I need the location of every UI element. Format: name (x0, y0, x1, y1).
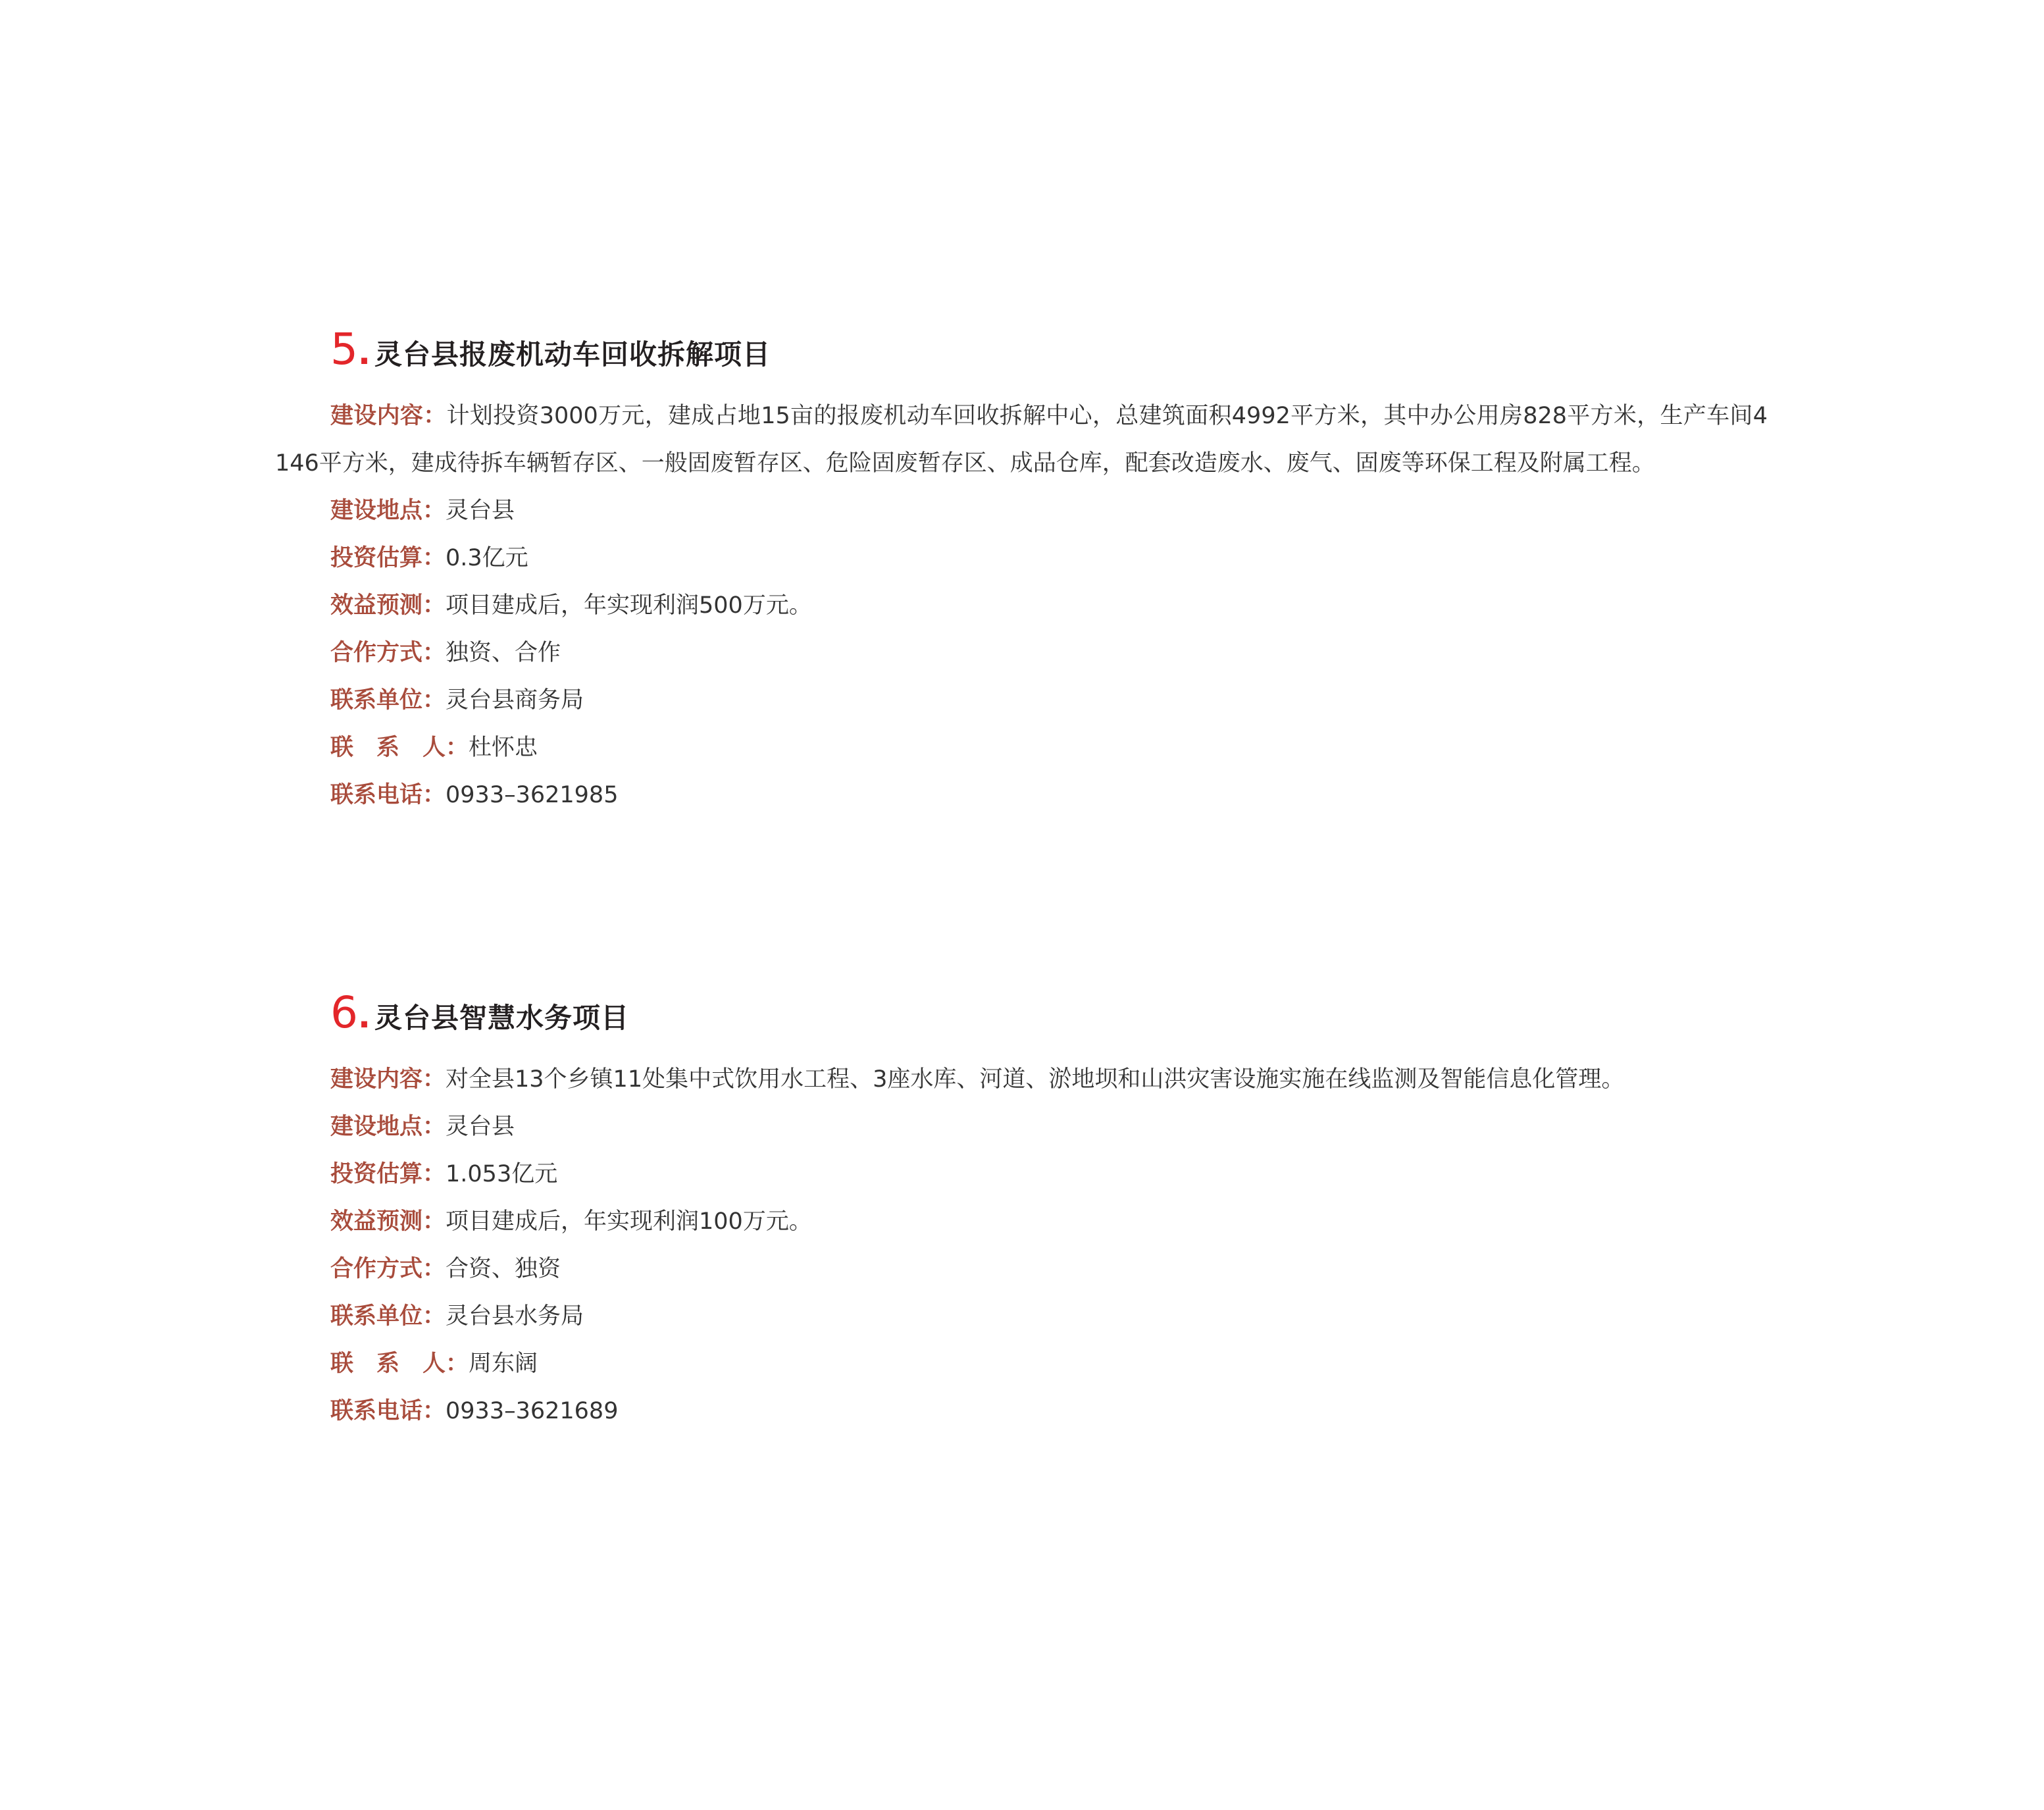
field-value: 杜怀忠 (469, 735, 538, 761)
field-value: 计划投资3000万元，建成占地15亩的报废机动车回收拆解中心，总建筑面积4992平方米，其中办公用房828平方米，生产车间4146平方米，建成待拆车辆暂存区、一般固废暂存区、危险固废暂存区、成品仓库，配套改造废水、废气、固废等环保工程及附属工程。 (275, 403, 1768, 477)
field-value: 0933–3621985 (446, 782, 619, 808)
field-investment (275, 534, 1768, 582)
field-location (275, 487, 1768, 534)
field-value: 0933–3621689 (446, 1398, 619, 1424)
project-number-dot: . (358, 334, 370, 372)
field-investment (275, 1151, 1768, 1198)
field-cooperation (275, 629, 1768, 677)
project-title: 灵台县报废机动车回收拆解项目 (374, 338, 771, 371)
field-cooperation (275, 1245, 1768, 1293)
project-number: 6 (330, 987, 358, 1038)
field-value: 1.053亿元 (446, 1161, 558, 1187)
field-value: 灵台县 (446, 498, 515, 524)
project-number-dot: . (358, 997, 370, 1035)
field-value: 0.3亿元 (446, 545, 528, 571)
field-label: 投资估算： (330, 1161, 446, 1187)
field-label: 投资估算： (330, 545, 446, 571)
field-construction-content (275, 392, 1768, 487)
field-value: 项目建成后，年实现利润100万元。 (446, 1208, 812, 1235)
field-phone (275, 1387, 1768, 1435)
field-value: 周东阔 (469, 1351, 538, 1377)
field-label: 联系单位： (330, 687, 446, 713)
field-location (275, 1103, 1768, 1151)
project-section (275, 324, 1768, 819)
field-contact-unit (275, 677, 1768, 724)
field-value: 合资、独资 (446, 1256, 561, 1282)
field-label: 建设内容： (330, 1066, 446, 1093)
field-label: 效益预测： (330, 1208, 446, 1235)
field-label: 建设地点： (330, 498, 446, 524)
project-section (275, 987, 1768, 1435)
field-value: 灵台县水务局 (446, 1303, 584, 1330)
field-value: 独资、合作 (446, 640, 561, 666)
field-label: 建设地点： (330, 1114, 446, 1140)
field-benefit (275, 1198, 1768, 1245)
project-heading (330, 987, 1768, 1045)
field-label: 联系电话： (330, 782, 446, 808)
project-heading (330, 324, 1768, 382)
field-value: 灵台县 (446, 1114, 515, 1140)
project-number: 5 (330, 324, 358, 375)
project-title: 灵台县智慧水务项目 (374, 1002, 630, 1034)
field-benefit (275, 582, 1768, 629)
field-contact-person (275, 724, 1768, 771)
field-label: 联系单位： (330, 1303, 446, 1330)
field-contact-person (275, 1340, 1768, 1387)
field-label: 合作方式： (330, 1256, 446, 1282)
field-label: 建设内容： (330, 403, 447, 429)
field-label: 效益预测： (330, 592, 446, 619)
field-label: 联 系 人： (330, 1351, 469, 1377)
field-phone (275, 771, 1768, 819)
field-value: 对全县13个乡镇11处集中式饮用水工程、3座水库、河道、淤地坝和山洪灾害设施实施在线监测及智能信息化管理。 (446, 1066, 1625, 1093)
field-label: 联系电话： (330, 1398, 446, 1424)
field-label: 联 系 人： (330, 735, 469, 761)
field-value: 灵台县商务局 (446, 687, 584, 713)
field-value: 项目建成后，年实现利润500万元。 (446, 592, 812, 619)
field-contact-unit (275, 1293, 1768, 1340)
field-label: 合作方式： (330, 640, 446, 666)
field-construction-content (275, 1056, 1768, 1103)
